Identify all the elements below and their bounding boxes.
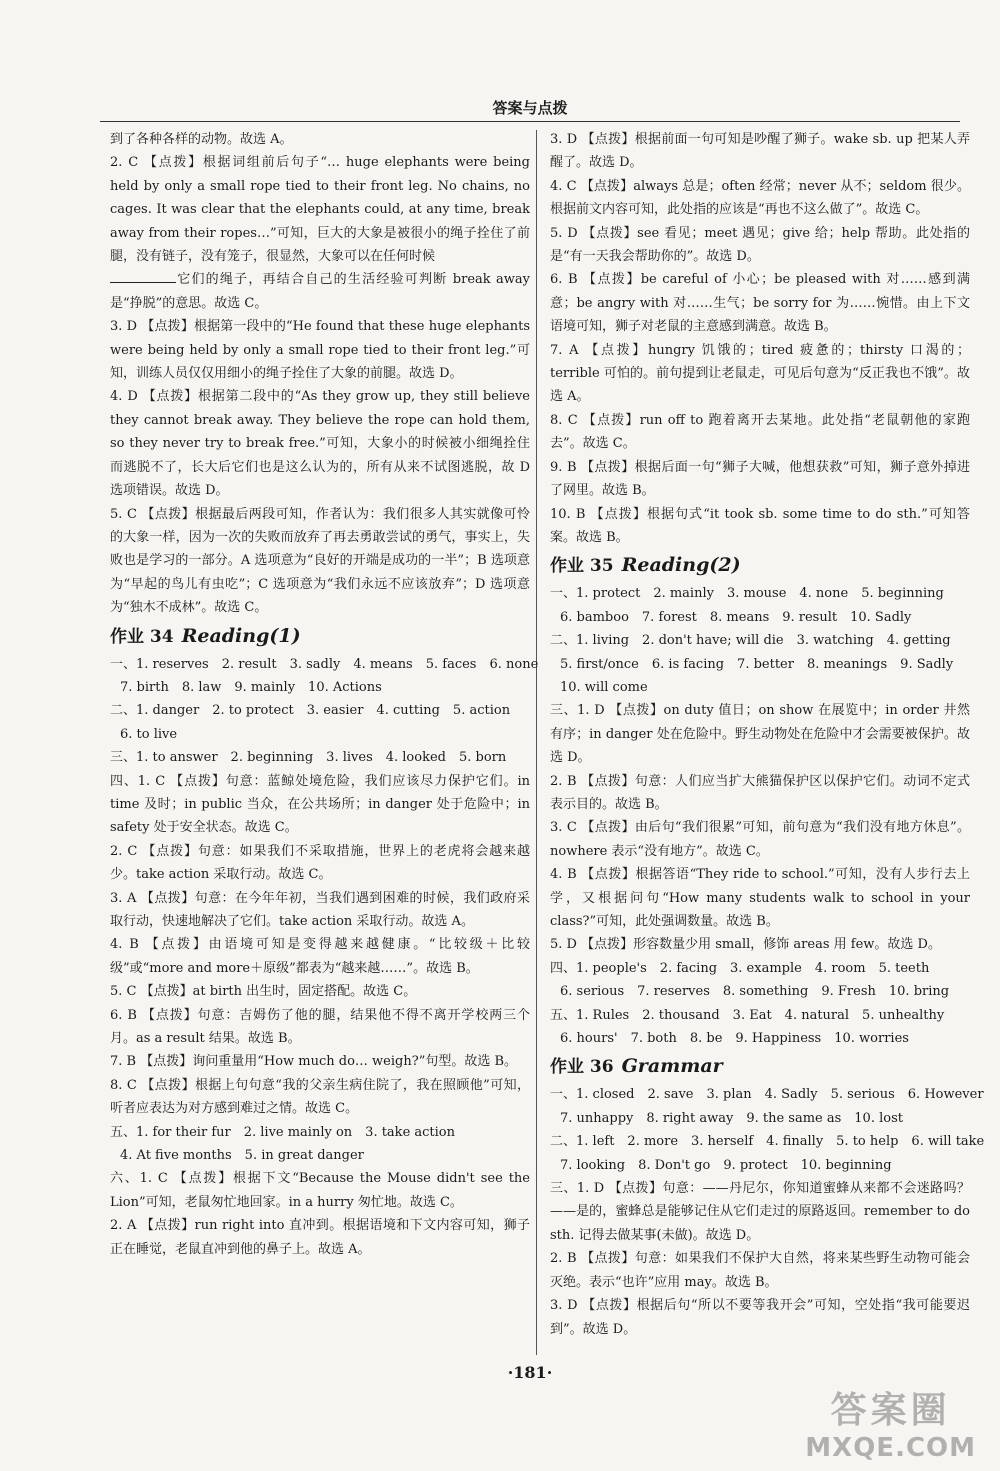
answer-item: 2. B 【点拨】句意：人们应当扩大熊猫保护区以保护它们。动词不定式表示目的。故选 B。 bbox=[550, 773, 970, 812]
answer-line: 五、1. for their fur 2. live mainly on 3. take action bbox=[110, 1124, 456, 1140]
answer-line: 5. first/once 6. is facing 7. better 8. meanings 9. Sadly bbox=[560, 656, 954, 672]
answer-item: 6. B 【点拨】be careful of 小心；be pleased with 对……感到满意；be angry with 对……生气；be sorry for 为……惋惜。由上下文语境可知，狮子对老鼠的主意感到满意。故选 B。 bbox=[550, 272, 970, 335]
answer-item: 3. D 【点拨】根据第一段中的“He found that these huge elephants were being held by only a small rope tied to their front leg.”可知，训练人员仅仅用细小的绳子拴住了大象的前腿。故选 D。 bbox=[110, 319, 530, 382]
answer-line: 6. serious 7. reserves 8. something 9. Fresh 10. bring bbox=[560, 984, 950, 1000]
answer-item: 10. B 【点拨】根据句式“it took sb. some time to do sth.”可知答案。故选 B。 bbox=[550, 506, 970, 545]
answer-line: 7. unhappy 8. right away 9. the same as 10. lost bbox=[560, 1110, 903, 1126]
answer-item: 8. C 【点拨】run off to 跑着离开去某地。此处指“老鼠朝他的家跑去”。故选 C。 bbox=[550, 412, 970, 452]
answer-item: 5. D 【点拨】形容数量少用 small，修饰 areas 用 few。故选 D。 bbox=[550, 937, 941, 953]
section-heading-34: 作业 34 Reading(1) bbox=[110, 624, 301, 647]
fill-blank bbox=[110, 269, 176, 283]
answer-item: 4. B 【点拨】根据答语“They ride to school.”可知，没有人步行去上学，又根据问句“How many students walk to school in your class?”可知，此处强调数量。故选 B。 bbox=[550, 867, 970, 929]
answer-item: 4. D 【点拨】根据第二段中的“As they grow up, they still believe they cannot break away. They believe the rope can hold them, so they never try to break free.”可知，大象小的时候被小细绳拴住而逃脱不了，长大后它们也是这么认为的，所有从来不试图逃脱，故 D 选项错误。故选 D。 bbox=[110, 389, 530, 499]
answer-item: 7. A 【点拨】hungry 饥饿的；tired 疲惫的；thirsty 口渴的；terrible 可怕的。前句提到让老鼠走，可见后句意为“反正我也不饿”。故选 A。 bbox=[550, 342, 970, 405]
answer-item: 四、1. C 【点拨】句意：蓝鲸处境危险，我们应该尽力保护它们。in time 及时；in public 当众，在公共场所；in danger 处于危险中；in safety 处于安全状态。故选 C。 bbox=[110, 773, 530, 836]
watermark-url: MXQE.COM bbox=[805, 1433, 976, 1463]
answer-line: 10. will come bbox=[560, 679, 648, 695]
answer-item-continued: 它们的绳子，再结合自己的生活经验可判断 break away 是“挣脱”的意思。故选 C。 bbox=[110, 268, 530, 315]
answer-item: 4. B 【点拨】由语境可知是变得越来越健康。“比较级＋比较级”或“more and more＋原级”都表为“越来越……”。故选 B。 bbox=[110, 937, 530, 976]
watermark-logo bbox=[805, 1382, 976, 1463]
answer-item: 到了各种各样的动物。故选 A。 bbox=[110, 132, 293, 147]
answer-line: 6. to live bbox=[120, 726, 178, 742]
answer-item: 7. B 【点拨】询问重量用“How much do… weigh?”句型。故选 B。 bbox=[110, 1054, 518, 1070]
answer-line: 6. bamboo 7. forest 8. means 9. result 10. Sadly bbox=[560, 609, 912, 625]
left-column bbox=[110, 128, 539, 1261]
answer-line: 4. At five months 5. in great danger bbox=[120, 1148, 364, 1164]
answer-line: 三、1. to answer 2. beginning 3. lives 4. looked 5. born bbox=[110, 750, 507, 766]
answer-line: 五、1. Rules 2. thousand 3. Eat 4. natural 5. unhealthy bbox=[550, 1007, 945, 1023]
answer-item: 4. C 【点拨】always 总是；often 经常；never 从不；seldom 很少。根据前文内容可知，此处指的应该是“再也不这么做了”。故选 C。 bbox=[550, 178, 970, 218]
answer-item: 三、1. D 【点拨】句意：——丹尼尔，你知道蜜蜂从来都不会迷路吗？——是的，蜜蜂总是能够记住从它们走过的原路返回。remember to do sth. 记得去做某事(未做)。故选 D。 bbox=[550, 1181, 970, 1243]
answer-item: 3. C 【点拨】由后句“我们很累”可知，前句意为“我们没有地方休息”。nowhere 表示“没有地方”。故选 C。 bbox=[550, 820, 970, 859]
answer-item: 3. A 【点拨】句意：在今年年初，当我们遇到困难的时候，我们政府采取行动，快速地解决了它们。take action 采取行动。故选 A。 bbox=[110, 890, 530, 929]
answer-item: 3. D 【点拨】根据前面一句可知是吵醒了狮子。wake sb. up 把某人弄醒了。故选 D。 bbox=[550, 132, 970, 171]
answer-line: 6. hours' 7. both 8. be 9. Happiness 10. worries bbox=[560, 1031, 909, 1047]
answer-item: 3. D 【点拨】根据后句“所以不要等我开会”可知，空处指“我可能要迟到”。故选 D。 bbox=[550, 1298, 970, 1337]
header-rule bbox=[100, 121, 960, 122]
watermark-text: 答案圈 bbox=[830, 1390, 951, 1431]
answer-item: 2. C 【点拨】根据词组前后句子“… huge elephants were being held by only a small rope tied to their front leg. No chains, no cages. It was clear that the elephants could, at any time, break away from their ropes…”可知，巨大的大象是被很小的绳子拴住了前腿，没有链子，没有笼子，很显然，大象可以在任何时候 bbox=[110, 155, 530, 265]
answer-item: 2. B 【点拨】句意：如果我们不保护大自然，将来某些野生动物可能会灭绝。表示“也许”应用 may。故选 B。 bbox=[550, 1251, 970, 1290]
answer-item: 5. C 【点拨】at birth 出生时，固定搭配。故选 C。 bbox=[110, 984, 417, 1000]
answer-line: 7. looking 8. Don't go 9. protect 10. beginning bbox=[560, 1157, 892, 1173]
answer-item: 6. B 【点拨】句意：吉姆伤了他的腿，结果他不得不离开学校两三个月。as a result 结果。故选 B。 bbox=[110, 1007, 530, 1047]
page-number: ·181· bbox=[507, 1363, 553, 1382]
answer-item: 9. B 【点拨】根据后面一句“狮子大喊，他想获救”可知，狮子意外掉进了网里。故选 B。 bbox=[550, 459, 970, 499]
answer-line: 一、1. protect 2. mainly 3. mouse 4. none 5. beginning bbox=[550, 586, 944, 602]
answer-item: 5. D 【点拨】see 看见；meet 遇见；give 给；help 帮助。此处指的是“有一天我会帮助你的”。故选 D。 bbox=[550, 225, 970, 265]
right-column bbox=[550, 128, 985, 1341]
answer-line: 7. birth 8. law 9. mainly 10. Actions bbox=[120, 679, 382, 695]
answer-line: 二、1. left 2. more 3. herself 4. finally 5. to help 6. will take bbox=[550, 1134, 985, 1150]
section-heading-35: 作业 35 Reading(2) bbox=[550, 554, 741, 577]
answer-line: 二、1. living 2. don't have; will die 3. watching 4. getting bbox=[550, 633, 951, 649]
answer-line: 四、1. people's 2. facing 3. example 4. room 5. teeth bbox=[550, 960, 930, 976]
answer-item: 8. C 【点拨】根据上句句意“我的父亲生病住院了，我在照顾他”可知，听者应表达为对方感到难过之情。故选 C。 bbox=[110, 1077, 530, 1117]
answer-item: 2. A 【点拨】run right into 直冲到。根据语境和下文内容可知，狮子正在睡觉，老鼠直冲到他的鼻子上。故选 A。 bbox=[110, 1218, 530, 1257]
column-divider bbox=[536, 130, 537, 1355]
answer-item: 六、1. C 【点拨】根据下文“Because the Mouse didn't see the Lion”可知，老鼠匆忙地回家。in a hurry 匆忙地。故选 C。 bbox=[110, 1171, 530, 1210]
answer-item: 5. C 【点拨】根据最后两段可知，作者认为：我们很多人其实就像可怜的大象一样，因为一次的失败而放弃了再去勇敢尝试的勇气，事实上，失败也是学习的一部分。A 选项意为“良好的开端是成功的一半”；B 选项意为“早起的鸟儿有虫吃”；C 选项意为“我们永远不应该放弃”；D 选项意为“独木不成林”。故选 C。 bbox=[110, 506, 530, 616]
answer-item: 2. C 【点拨】句意：如果我们不采取措施，世界上的老虎将会越来越少。take action 采取行动。故选 C。 bbox=[110, 843, 530, 883]
page-header: 答案与点拨 bbox=[492, 99, 568, 117]
answer-item: 三、1. D 【点拨】on duty 值日；on show 在展览中；in order 井然有序；in danger 处在危险中。野生动物处在危险中才会需要被保护。故选 D。 bbox=[550, 703, 970, 766]
answer-line: 一、1. closed 2. save 3. plan 4. Sadly 5. serious 6. However bbox=[550, 1087, 984, 1103]
answer-line: 一、1. reserves 2. result 3. sadly 4. means 5. faces 6. none bbox=[110, 656, 539, 672]
section-heading-36: 作业 36 Grammar bbox=[550, 1055, 723, 1078]
answer-line: 二、1. danger 2. to protect 3. easier 4. cutting 5. action bbox=[110, 703, 511, 719]
